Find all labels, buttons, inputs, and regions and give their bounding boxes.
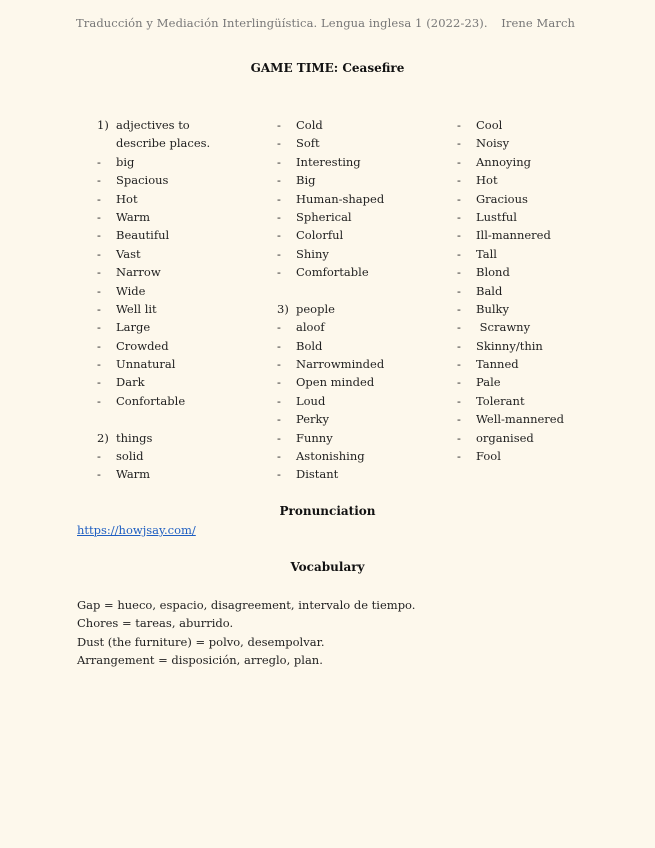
list-marker	[97, 134, 116, 152]
list-marker: -	[277, 449, 281, 464]
vocabulary-entry: Arrangement = disposición, arreglo, plan.	[77, 653, 323, 668]
list-marker: -	[97, 209, 101, 224]
list-item-text: Cool	[476, 118, 503, 132]
word-list-item	[457, 171, 564, 189]
list-item-text: Hot	[116, 191, 138, 206]
list-item-text: describe places.	[116, 136, 211, 151]
list-item-text: Narrowminded	[296, 357, 385, 372]
word-list-item	[457, 392, 564, 410]
list-item-text: Tanned	[476, 357, 519, 372]
list-item-text: Hot	[476, 173, 498, 188]
pronunciation-heading: Pronunciation	[279, 504, 376, 518]
list-item-text: Dark	[116, 375, 145, 390]
word-list-item	[277, 116, 384, 134]
list-marker: -	[97, 393, 101, 408]
word-list-item	[277, 263, 384, 281]
list-marker: -	[457, 118, 461, 132]
list-marker: -	[457, 191, 461, 206]
author-name: Irene March	[501, 16, 575, 30]
word-list-item	[277, 282, 384, 300]
list-item-text: Gracious	[476, 191, 528, 206]
list-marker: -	[277, 412, 281, 427]
word-list-item	[97, 355, 210, 373]
word-column-1	[97, 116, 210, 484]
word-list-item	[97, 190, 210, 208]
list-marker	[97, 410, 116, 428]
list-marker: -	[97, 449, 101, 464]
word-list-item	[97, 447, 210, 465]
list-item-text: Tolerant	[476, 393, 525, 408]
word-list-item	[97, 116, 210, 134]
word-list-item	[457, 355, 564, 373]
list-item-text: Wide	[116, 283, 146, 298]
list-item-text: Open minded	[296, 375, 375, 390]
list-item-text: Lustful	[476, 209, 517, 224]
list-marker: -	[277, 357, 281, 372]
list-marker: -	[457, 338, 461, 353]
list-item-text: Blond	[476, 265, 510, 280]
word-list-item	[277, 410, 384, 428]
list-marker: -	[277, 467, 281, 482]
vocabulary-entry: Gap = hueco, espacio, disagreement, intervalo de tiempo.	[77, 598, 416, 612]
list-item-text: Pale	[476, 375, 501, 390]
list-item-text: Shiny	[296, 246, 329, 261]
list-item-text: Distant	[296, 467, 339, 482]
list-marker: -	[277, 375, 281, 390]
word-list-item	[97, 226, 210, 244]
list-marker: -	[277, 173, 281, 188]
list-marker: -	[277, 430, 281, 445]
word-list-item	[457, 116, 564, 134]
list-item-text: Cold	[296, 118, 323, 132]
list-marker: -	[457, 412, 461, 427]
word-list-item	[457, 263, 564, 281]
word-list-item	[97, 392, 210, 410]
list-marker: -	[97, 265, 101, 280]
list-item-text: Bold	[296, 338, 323, 353]
list-marker: -	[457, 375, 461, 390]
vocabulary-entry: Chores = tareas, aburrido.	[77, 616, 234, 631]
list-item-text: Beautiful	[116, 228, 170, 243]
list-marker: -	[97, 467, 101, 482]
list-item-text: Big	[296, 173, 316, 188]
word-list-item	[97, 373, 210, 391]
list-marker: -	[277, 393, 281, 408]
list-marker: -	[277, 246, 281, 261]
word-list-item	[277, 337, 384, 355]
list-item-text: Well-mannered	[476, 412, 564, 427]
word-list-item	[457, 190, 564, 208]
word-list-item	[457, 300, 564, 318]
word-list-item	[277, 245, 384, 263]
list-item-text: Funny	[296, 430, 333, 445]
word-list-item	[97, 282, 210, 300]
word-list-item	[277, 208, 384, 226]
list-marker: -	[277, 338, 281, 353]
list-marker: -	[457, 320, 461, 335]
word-list-item	[277, 447, 384, 465]
list-item-text: Warm	[116, 467, 151, 482]
list-item-text: Confortable	[116, 393, 186, 408]
word-list-item	[277, 373, 384, 391]
list-item-text: Narrow	[116, 265, 161, 280]
list-marker: -	[97, 375, 101, 390]
list-marker: -	[457, 393, 461, 408]
word-list-item	[277, 355, 384, 373]
list-marker: -	[97, 154, 101, 169]
list-marker: -	[457, 228, 461, 243]
list-item-text: Skinny/thin	[476, 338, 543, 353]
word-list-item	[277, 190, 384, 208]
word-list-item	[457, 410, 564, 428]
list-item-text: solid	[116, 449, 144, 464]
list-marker: 1)	[97, 118, 109, 132]
word-list-item	[97, 318, 210, 336]
vocabulary-heading: Vocabulary	[290, 560, 365, 574]
word-list-item	[97, 465, 210, 483]
list-marker: -	[277, 154, 281, 169]
list-marker: -	[97, 320, 101, 335]
word-column-2	[277, 116, 384, 484]
list-marker: -	[97, 301, 101, 316]
list-item-text: people	[296, 301, 335, 316]
list-item-text: Colorful	[296, 228, 344, 243]
word-list-item	[457, 153, 564, 171]
word-list-item	[97, 429, 210, 447]
word-list-item	[97, 337, 210, 355]
list-marker: -	[277, 228, 281, 243]
list-marker: -	[97, 191, 101, 206]
list-marker: -	[277, 136, 281, 151]
word-list-item	[97, 208, 210, 226]
word-column-3	[457, 116, 564, 465]
word-list-item	[97, 153, 210, 171]
list-item-text: Vast	[116, 246, 141, 261]
list-marker: -	[277, 118, 281, 132]
list-marker: -	[457, 209, 461, 224]
list-marker: -	[277, 209, 281, 224]
word-list-item	[457, 337, 564, 355]
list-item-text: Well lit	[116, 301, 157, 316]
list-marker: -	[457, 136, 461, 151]
word-list-item	[457, 245, 564, 263]
list-marker: 2)	[97, 430, 109, 445]
list-item-text: Astonishing	[296, 449, 365, 464]
word-list-item	[277, 300, 384, 318]
list-marker: -	[457, 301, 461, 316]
list-item-text: Crowded	[116, 338, 169, 353]
list-marker: -	[457, 283, 461, 298]
word-list-item	[457, 447, 564, 465]
word-list-item	[457, 429, 564, 447]
list-marker: -	[457, 154, 461, 169]
word-list-item	[277, 226, 384, 244]
word-list-item	[277, 134, 384, 152]
list-item-text: Unnatural	[116, 357, 176, 372]
list-marker: -	[277, 265, 281, 280]
list-marker: -	[457, 265, 461, 280]
word-list-item	[457, 373, 564, 391]
list-item-text: Loud	[296, 393, 326, 408]
word-list-item	[277, 429, 384, 447]
word-list-item	[457, 282, 564, 300]
word-list-item	[457, 226, 564, 244]
word-list-item	[97, 245, 210, 263]
word-list-item	[457, 134, 564, 152]
word-list-item	[97, 300, 210, 318]
list-item-text: Bulky	[476, 301, 510, 316]
list-marker: 3)	[277, 301, 289, 316]
list-item-text: Ill-mannered	[476, 228, 551, 243]
list-marker	[277, 282, 296, 300]
word-list-item	[97, 263, 210, 281]
list-marker: -	[457, 449, 461, 464]
list-item-text: Warm	[116, 209, 151, 224]
word-list-item	[457, 318, 564, 336]
page-title: GAME TIME: Ceasefire	[250, 61, 405, 75]
list-item-text: Comfortable	[296, 265, 369, 280]
list-marker: -	[97, 173, 101, 188]
list-item-text: big	[116, 154, 135, 169]
list-item-text: Soft	[296, 136, 320, 151]
list-marker: -	[457, 246, 461, 261]
pronunciation-link[interactable]: https://howjsay.com/	[77, 523, 196, 537]
list-marker: -	[457, 357, 461, 372]
list-item-text: Perky	[296, 412, 329, 427]
vocabulary-entry: Dust (the furniture) = polvo, desempolvar.	[77, 634, 325, 649]
list-item-text: things	[116, 430, 153, 445]
list-item-text: Large	[116, 320, 151, 335]
list-marker: -	[97, 228, 101, 243]
word-list-item	[97, 134, 210, 152]
list-item-text: aloof	[296, 320, 325, 335]
list-marker: -	[97, 338, 101, 353]
list-item-text: Spherical	[296, 209, 352, 224]
word-list-item	[277, 465, 384, 483]
list-marker: -	[277, 191, 281, 206]
list-item-text: Scrawny	[476, 320, 531, 335]
word-list-item	[277, 392, 384, 410]
list-item-text: Tall	[476, 246, 497, 261]
word-list-item	[457, 208, 564, 226]
list-marker: -	[277, 320, 281, 335]
list-marker: -	[97, 283, 101, 298]
list-item-text: Spacious	[116, 173, 169, 188]
list-item-text: adjectives to	[116, 118, 190, 132]
word-list-item	[97, 171, 210, 189]
list-item-text: Bald	[476, 283, 503, 298]
list-marker: -	[457, 430, 461, 445]
word-list-item	[277, 171, 384, 189]
word-list-item	[97, 410, 210, 428]
word-list-item	[277, 153, 384, 171]
vocabulary-list	[77, 596, 415, 670]
list-marker: -	[97, 246, 101, 261]
list-item-text: Noisy	[476, 136, 510, 151]
list-item-text: Interesting	[296, 154, 361, 169]
list-item-text: Human-shaped	[296, 191, 385, 206]
list-marker: -	[457, 173, 461, 188]
list-item-text: Fool	[476, 449, 501, 464]
course-title: Traducción y Mediación Interlingüística. Lengua inglesa 1 (2022-23).	[76, 16, 488, 30]
word-list-item	[277, 318, 384, 336]
list-item-text: Annoying	[476, 154, 531, 169]
list-item-text: organised	[476, 430, 534, 445]
list-marker: -	[97, 357, 101, 372]
